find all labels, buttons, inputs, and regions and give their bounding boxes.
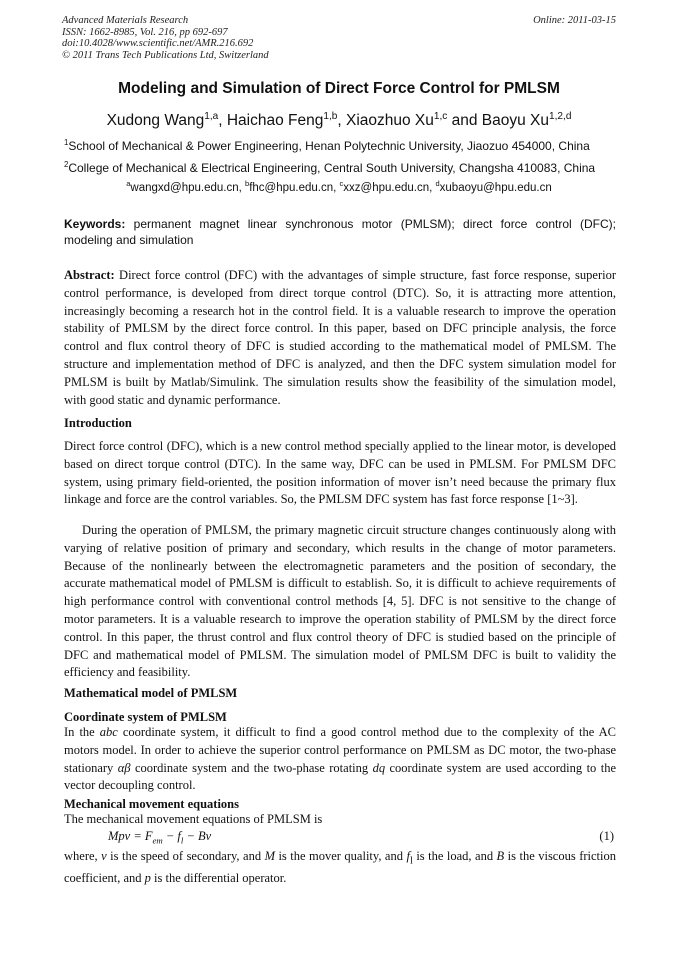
text-run: coordinate system, it difficult to find a good control method due to the complexity of the AC motors model. In order to achieve the superior control performance on PMLSM as DC motor, the two-phase stationary <box>64 725 617 775</box>
math-symbol: p <box>144 871 151 886</box>
text-run: In the <box>64 725 100 739</box>
email-sup: a <box>126 179 131 189</box>
math-symbol: v <box>101 849 107 863</box>
mechanical-intro: The mechanical movement equations of PMLSM is <box>64 812 323 826</box>
email-link[interactable]: xxz@hpu.edu.cn, <box>343 182 436 194</box>
affiliation-sup: 2 <box>64 160 69 169</box>
email-link[interactable]: wangxd@hpu.edu.cn, <box>130 182 246 194</box>
math-symbol: M <box>264 849 275 863</box>
eq-part: − f <box>162 829 181 843</box>
math-sub: l <box>409 855 413 867</box>
author-name: , Haichao Feng <box>218 112 324 129</box>
text-run: is the mover quality, and <box>274 849 407 863</box>
affiliation-text: College of Mechanical & Electrical Engineering, Central South University, Changsha 410083, China <box>68 161 596 175</box>
issn-line: ISSN: 1662-8985, Vol. 216, pp 692-697 <box>62 26 228 38</box>
math-symbol: abc <box>99 725 118 739</box>
email-list <box>40 179 638 194</box>
journal-header <box>62 15 616 61</box>
coordinate-paragraph <box>64 724 616 795</box>
paper-title: Modeling and Simulation of Direct Force Control for PMLSM <box>118 80 560 97</box>
author-name: , Xiaozhuo Xu <box>337 112 434 129</box>
subsection-heading-coordinate: Coordinate system of PMLSM <box>64 710 227 724</box>
text-run: coordinate system and the two-phase rotating <box>130 760 373 775</box>
section-heading-introduction: Introduction <box>64 416 132 430</box>
text-run: is the differential operator. <box>150 871 287 886</box>
section-heading-math-model: Mathematical model of PMLSM <box>64 686 238 700</box>
affiliation-text: School of Mechanical & Power Engineering, Henan Polytechnic University, Jiaozuo 454000, China <box>68 139 590 153</box>
text-run: is the viscous friction coefficient, and <box>64 849 616 886</box>
abstract <box>64 267 616 409</box>
text-run: coordinate system are used according to the vector decoupling control. <box>64 760 616 793</box>
affiliation-1 <box>64 139 624 153</box>
text-run: is the speed of secondary, and <box>106 849 265 863</box>
eq-part: Mpv <box>108 829 131 843</box>
author-list <box>40 112 638 130</box>
equation-1 <box>108 829 211 844</box>
text-run: is the load, and <box>412 849 497 863</box>
equation-number: (1) <box>599 829 614 843</box>
email-link[interactable]: xubaoyu@hpu.edu.cn <box>439 182 552 194</box>
author-name: Xudong Wang <box>106 112 205 129</box>
author-sup: 1,b <box>323 110 338 122</box>
author-sup: 1,2,d <box>549 110 572 122</box>
math-symbol: αβ <box>117 760 131 775</box>
math-symbol: B <box>496 849 505 863</box>
eq-sub: em <box>152 835 163 846</box>
doi-line[interactable]: doi:10.4028/www.scientific.net/AMR.216.692 <box>62 38 254 49</box>
email-sup: d <box>435 179 440 189</box>
email-sup: b <box>245 179 250 189</box>
keywords-label: Keywords: <box>64 217 126 231</box>
subsection-heading-mechanical: Mechanical movement equations <box>64 797 239 811</box>
affiliation-2 <box>64 161 624 175</box>
email-sup: c <box>339 179 344 189</box>
abstract-label: Abstract: <box>64 268 115 282</box>
eq-part: − Bv <box>183 829 212 843</box>
math-symbol: f <box>406 849 410 863</box>
keywords <box>64 216 616 248</box>
eq-sub: l <box>180 835 184 846</box>
journal-name: Advanced Materials Research <box>62 15 189 26</box>
where-paragraph <box>64 848 616 888</box>
intro-paragraph-1: Direct force control (DFC), which is a new control method specially applied to the linear motor, is developed based on direct torque control (DTC). In the same way, DFC can be used in PMLSM. For PMLSM DFC system, using primary field-oriented, the position information of mover isn’t need because the primary flux linkage and force are the control variables. So, the PMLSM DFC system has fast force response [1~3]. <box>64 439 616 507</box>
intro-paragraph-2: During the operation of PMLSM, the primary magnetic circuit structure changes continuously along with varying of relative position of primary and secondary, which results in the change of motor parameters. Because of the nonlinearly between the electromagnetic parameters and the position of secondary, the accurate mathematical model of PMLSM is difficult to establish. So, it is difficult to achieve requirements of high performance control with conventional control methods [4, 5]. DFC is not sensitive to the change of motor parameters. It is a valuable research to improve the operation stability of PMLSM by the direct force control. In this paper, the thrust control and flux control theory of DFC is studied based on the principle of DFC and mathematical model of PMLSM. The simulation model of PMLSM DFC is built to validity the efficiency and feasibility. <box>64 523 616 680</box>
math-symbol: dq <box>372 760 386 775</box>
author-name: and Baoyu Xu <box>447 112 550 129</box>
text-run: where, <box>64 849 102 863</box>
author-sup: 1,a <box>204 110 219 122</box>
affiliation-sup: 1 <box>64 138 69 147</box>
online-date: Online: 2011-03-15 <box>533 15 616 26</box>
eq-part: = F <box>130 829 153 843</box>
author-sup: 1,c <box>433 110 448 122</box>
keywords-text: permanent magnet linear synchronous motor (PMLSM); direct force control (DFC); modeling and simulation <box>64 217 616 247</box>
copyright-line: © 2011 Trans Tech Publications Ltd, Switzerland <box>62 49 269 61</box>
email-link[interactable]: fhc@hpu.edu.cn, <box>249 182 340 194</box>
abstract-text: Direct force control (DFC) with the advantages of simple structure, fast force response, superior control performance, is developed from direct torque control (DTC). So, it is attracting more attention, increasingly becoming a research hot in the control field. It is a valuable research to improve the operation stability of PMLSM by the direct force control. In this paper, based on DFC principle analysis, the force control and flux control theory of DFC is studied according to the mathematical model of PMLSM. The structure and implementation method of DFC is analyzed, and then the DFC system simulation model for PMLSM is built by Matlab/Simulink. The simulation results show the feasibility of the simulation model, with good static and dynamic performance. <box>64 268 616 407</box>
